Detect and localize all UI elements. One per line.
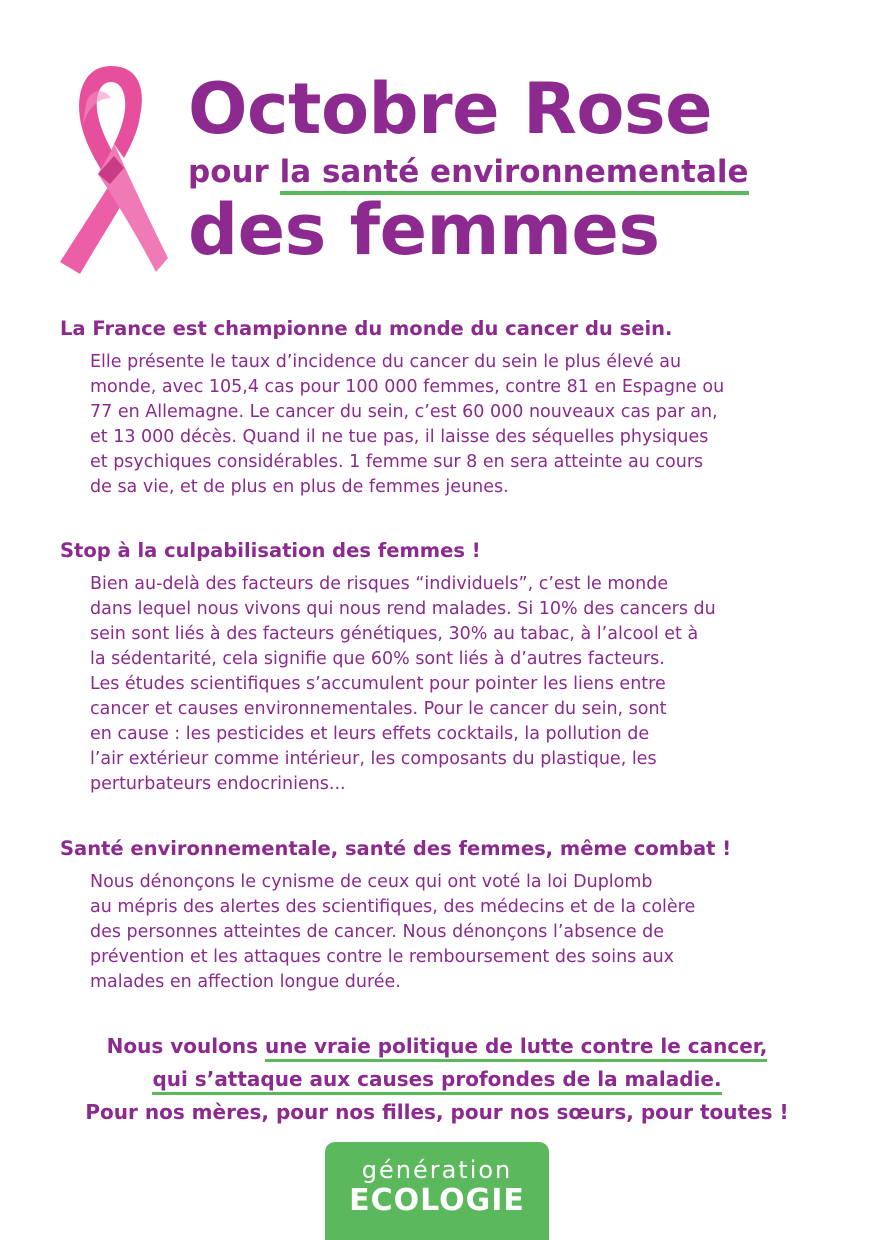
paragraph-line: des personnes atteintes de cancer. Nous dénonçons l’absence de (90, 922, 665, 942)
section-2 (60, 538, 830, 797)
generation-ecologie-logo (325, 1142, 549, 1240)
paragraph-line: de sa vie, et de plus en plus de femmes jeunes. (90, 477, 509, 497)
cta-line-1 (40, 1030, 834, 1063)
call-to-action (40, 1030, 834, 1129)
paragraph-line: Nous dénonçons le cynisme de ceux qui ont voté la loi Duplomb (90, 872, 653, 892)
paragraph-line: sein sont liés à des facteurs génétiques, 30% au tabac, à l’alcool et à (90, 624, 699, 644)
title-block (188, 68, 828, 271)
paragraph-line: en cause : les pesticides et leurs effets cocktails, la pollution de (90, 724, 650, 744)
pink-ribbon-icon (52, 58, 170, 280)
paragraph-line: l’air extérieur comme intérieur, les composants du plastique, les (90, 749, 657, 769)
paragraph-line: au mépris des alertes des scientifiques, des médecins et de la colère (90, 897, 696, 917)
section-heading: Santé environnementale, santé des femmes, même combat ! (60, 837, 732, 860)
paragraph-line: Les études scientifiques s’accumulent pour pointer les liens entre (90, 674, 666, 694)
title-line-2 (188, 152, 828, 192)
cta-prefix: Nous voulons (106, 1034, 265, 1058)
paragraph-line: malades en affection longue durée. (90, 972, 401, 992)
cta-line-3: Pour nos mères, pour nos filles, pour nos sœurs, pour toutes ! (85, 1100, 789, 1124)
logo-bottom-text: ECOLOGIE (349, 1183, 525, 1218)
section-3 (60, 836, 830, 995)
cta-line-2 (40, 1063, 834, 1096)
section-1 (60, 316, 830, 500)
paragraph-line: Bien au-delà des facteurs de risques “individuels”, c’est le monde (90, 574, 669, 594)
title-line-1: Octobre Rose (188, 68, 713, 150)
cta-underlined-2: qui s’attaque aux causes profondes de la maladie. (152, 1067, 721, 1095)
title-underlined: la santé environnementale (280, 154, 749, 195)
section-body (90, 870, 830, 995)
logo-top-text: génération (361, 1156, 513, 1184)
section-heading: Stop à la culpabilisation des femmes ! (60, 539, 481, 562)
paragraph-line: 77 en Allemagne. Le cancer du sein, c’est 60 000 nouveaux cas par an, (90, 402, 718, 422)
paragraph-line: dans lequel nous vivons qui nous rend malades. Si 10% des cancers du (90, 599, 716, 619)
cta-underlined-1: une vraie politique de lutte contre le cancer, (265, 1034, 767, 1062)
paragraph-line: monde, avec 105,4 cas pour 100 000 femmes, contre 81 en Espagne ou (90, 377, 725, 397)
paragraph-line: prévention et les attaques contre le remboursement des soins aux (90, 947, 675, 967)
paragraph-line: la sédentarité, cela signifie que 60% sont liés à d’autres facteurs. (90, 649, 665, 669)
paragraph-line: et 13 000 décès. Quand il ne tue pas, il laisse des séquelles physiques (90, 427, 709, 447)
section-body (90, 350, 830, 500)
paragraph-line: perturbateurs endocriniens... (90, 774, 346, 794)
title-line-3: des femmes (188, 189, 660, 271)
paragraph-line: et psychiques considérables. 1 femme sur 8 en sera atteinte au cours (90, 452, 704, 472)
title-pour: pour (188, 154, 280, 190)
section-heading: La France est championne du monde du cancer du sein. (60, 317, 673, 340)
paragraph-line: Elle présente le taux d’incidence du cancer du sein le plus élevé au (90, 352, 682, 372)
paragraph-line: cancer et causes environnementales. Pour le cancer du sein, sont (90, 699, 667, 719)
section-body (90, 572, 830, 797)
